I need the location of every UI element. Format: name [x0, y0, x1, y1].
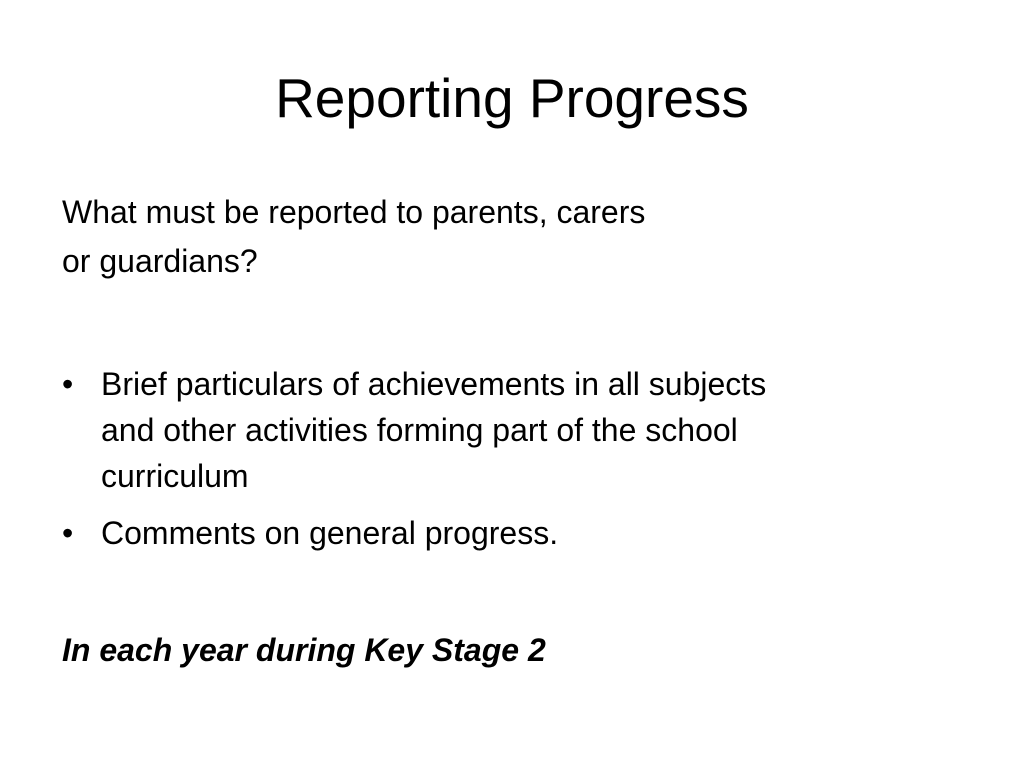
slide-title: Reporting Progress: [275, 67, 749, 129]
bullet-text-line: and other activities forming part of the school: [101, 412, 738, 448]
bullet-text-line: Brief particulars of achievements in all subjects: [101, 366, 767, 402]
intro-question: [62, 188, 962, 286]
bullet-text-line: curriculum: [101, 458, 249, 494]
intro-line: What must be reported to parents, carers: [62, 194, 646, 230]
bullet-icon: •: [62, 515, 74, 551]
key-stage-note: In each year during Key Stage 2: [62, 632, 546, 668]
bullet-item: [62, 361, 962, 499]
bullet-icon: •: [62, 366, 74, 402]
intro-line: or guardians?: [62, 243, 258, 279]
bullet-list: [62, 361, 962, 567]
bullet-item: [62, 510, 962, 556]
bullet-text-line: Comments on general progress.: [101, 515, 559, 551]
